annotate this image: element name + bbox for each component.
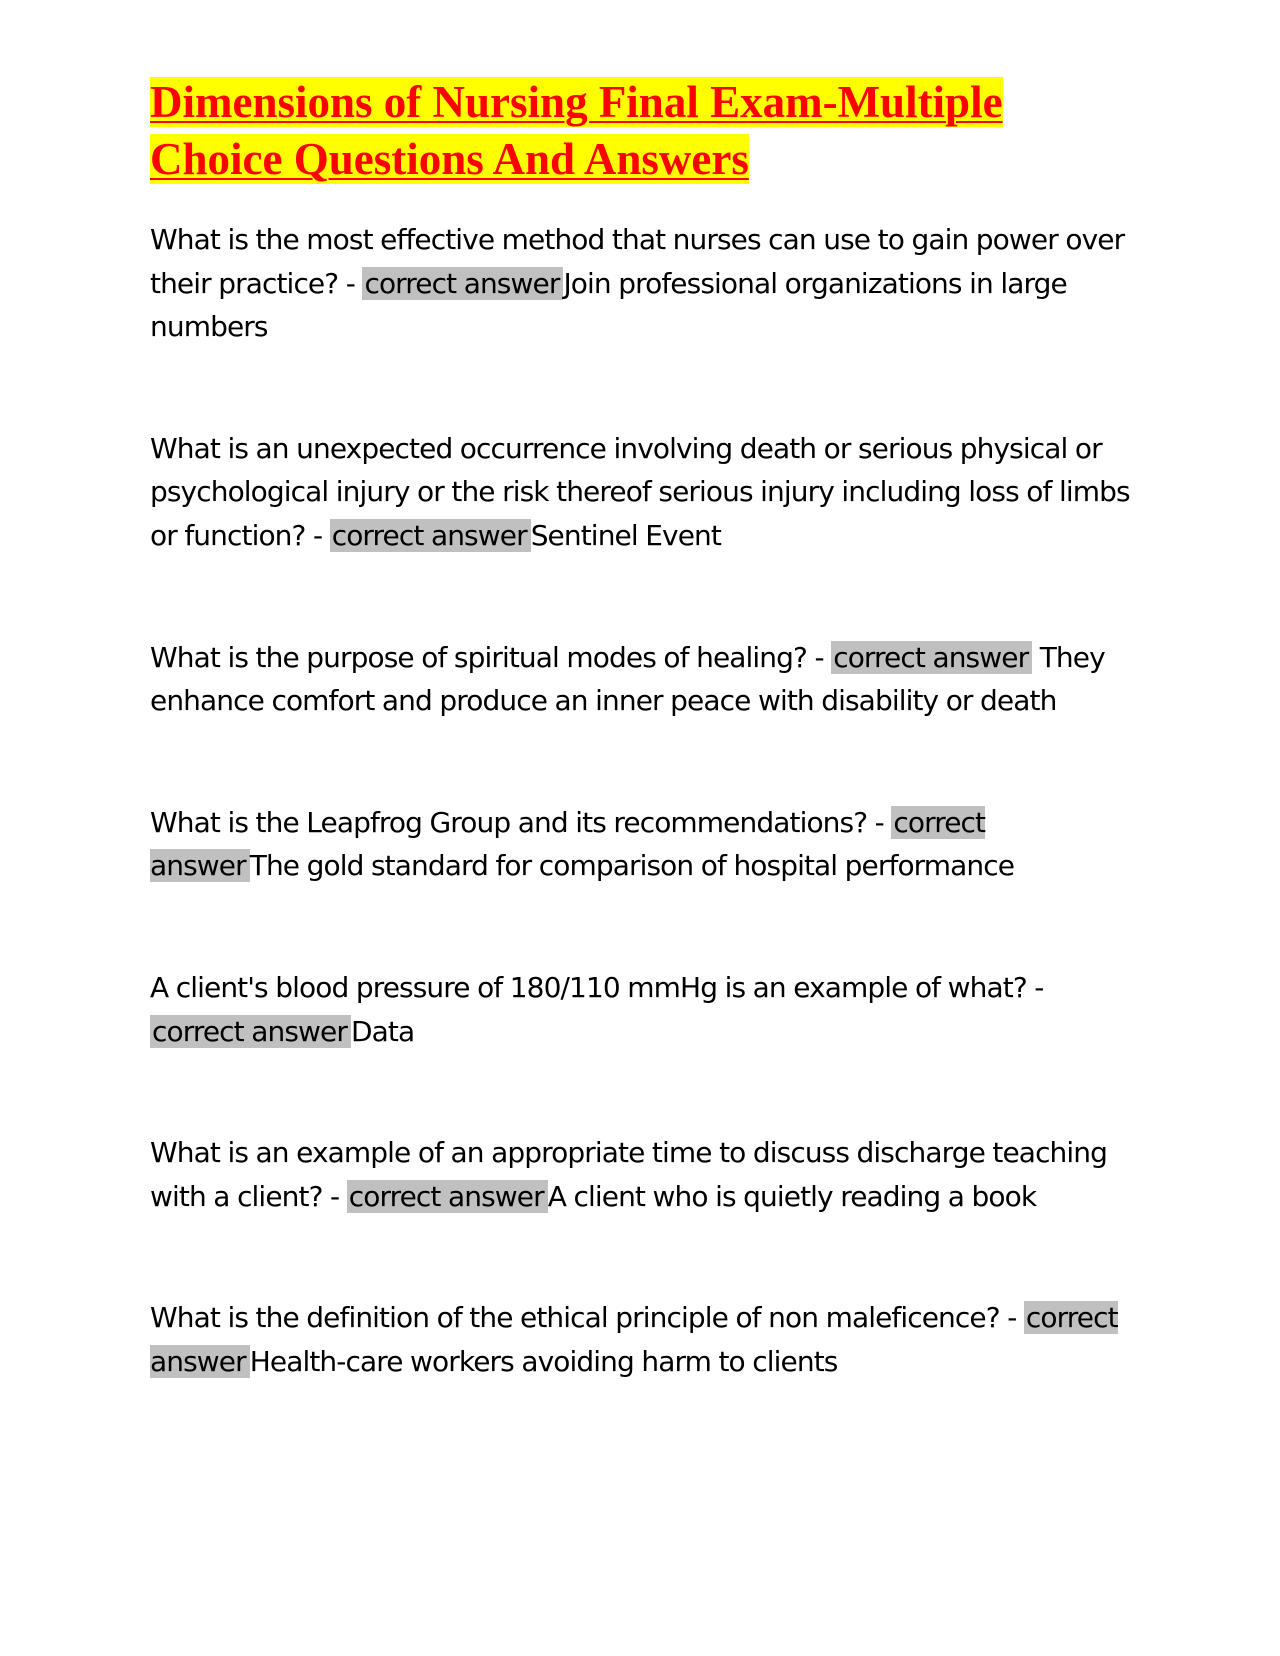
- correct-answer-label: correct answer: [330, 519, 531, 552]
- qa-item: [150, 966, 1140, 1053]
- correct-answer-label: correct answer: [150, 1301, 1118, 1378]
- correct-answer-label: correct answer: [150, 1015, 351, 1048]
- answer-text: Data: [350, 1014, 415, 1048]
- question-text: A client's blood pressure of 180/110 mmHg is an example of what? -: [150, 970, 1044, 1004]
- question-text: What is an example of an appropriate time to discuss discharge teaching with a client? -: [150, 1136, 1108, 1213]
- question-text: What is the definition of the ethical principle of non maleficence? -: [150, 1301, 1017, 1335]
- question-text: What is the purpose of spiritual modes of healing? -: [150, 640, 824, 674]
- answer-text: The gold standard for comparison of hospital performance: [249, 849, 1015, 883]
- page-title: [150, 74, 1140, 188]
- correct-answer-label: correct answer: [362, 267, 563, 300]
- answer-text: A client who is quietly reading a book: [547, 1179, 1037, 1213]
- answer-text: Join professional organizations in large numbers: [150, 266, 1067, 344]
- answer-text: Sentinel Event: [530, 518, 721, 552]
- document-page: [150, 74, 1140, 1384]
- title-text: Dimensions of Nursing Final Exam-Multiple Choice Questions And Answers: [150, 77, 1003, 184]
- answer-text: Health-care workers avoiding harm to clients: [249, 1344, 838, 1378]
- qa-item: [150, 1131, 1140, 1218]
- qa-item: [150, 1296, 1140, 1383]
- question-text: What is an unexpected occurrence involving death or serious physical or psychological injury or the risk thereof serious injury including loss of limbs or function? -: [150, 431, 1130, 552]
- qa-item: [150, 636, 1140, 723]
- qa-item: [150, 218, 1140, 349]
- correct-answer-label: correct answer: [150, 805, 986, 883]
- question-text: What is the most effective method that nurses can use to gain power over their practice? -: [150, 223, 1125, 300]
- qa-item: [150, 427, 1140, 558]
- correct-answer-label: correct answer: [831, 641, 1032, 674]
- qa-item: [150, 801, 1140, 888]
- question-text: What is the Leapfrog Group and its recommendations? -: [150, 805, 884, 839]
- answer-text: They enhance comfort and produce an inner peace with disability or death: [150, 640, 1105, 718]
- correct-answer-label: correct answer: [347, 1180, 548, 1213]
